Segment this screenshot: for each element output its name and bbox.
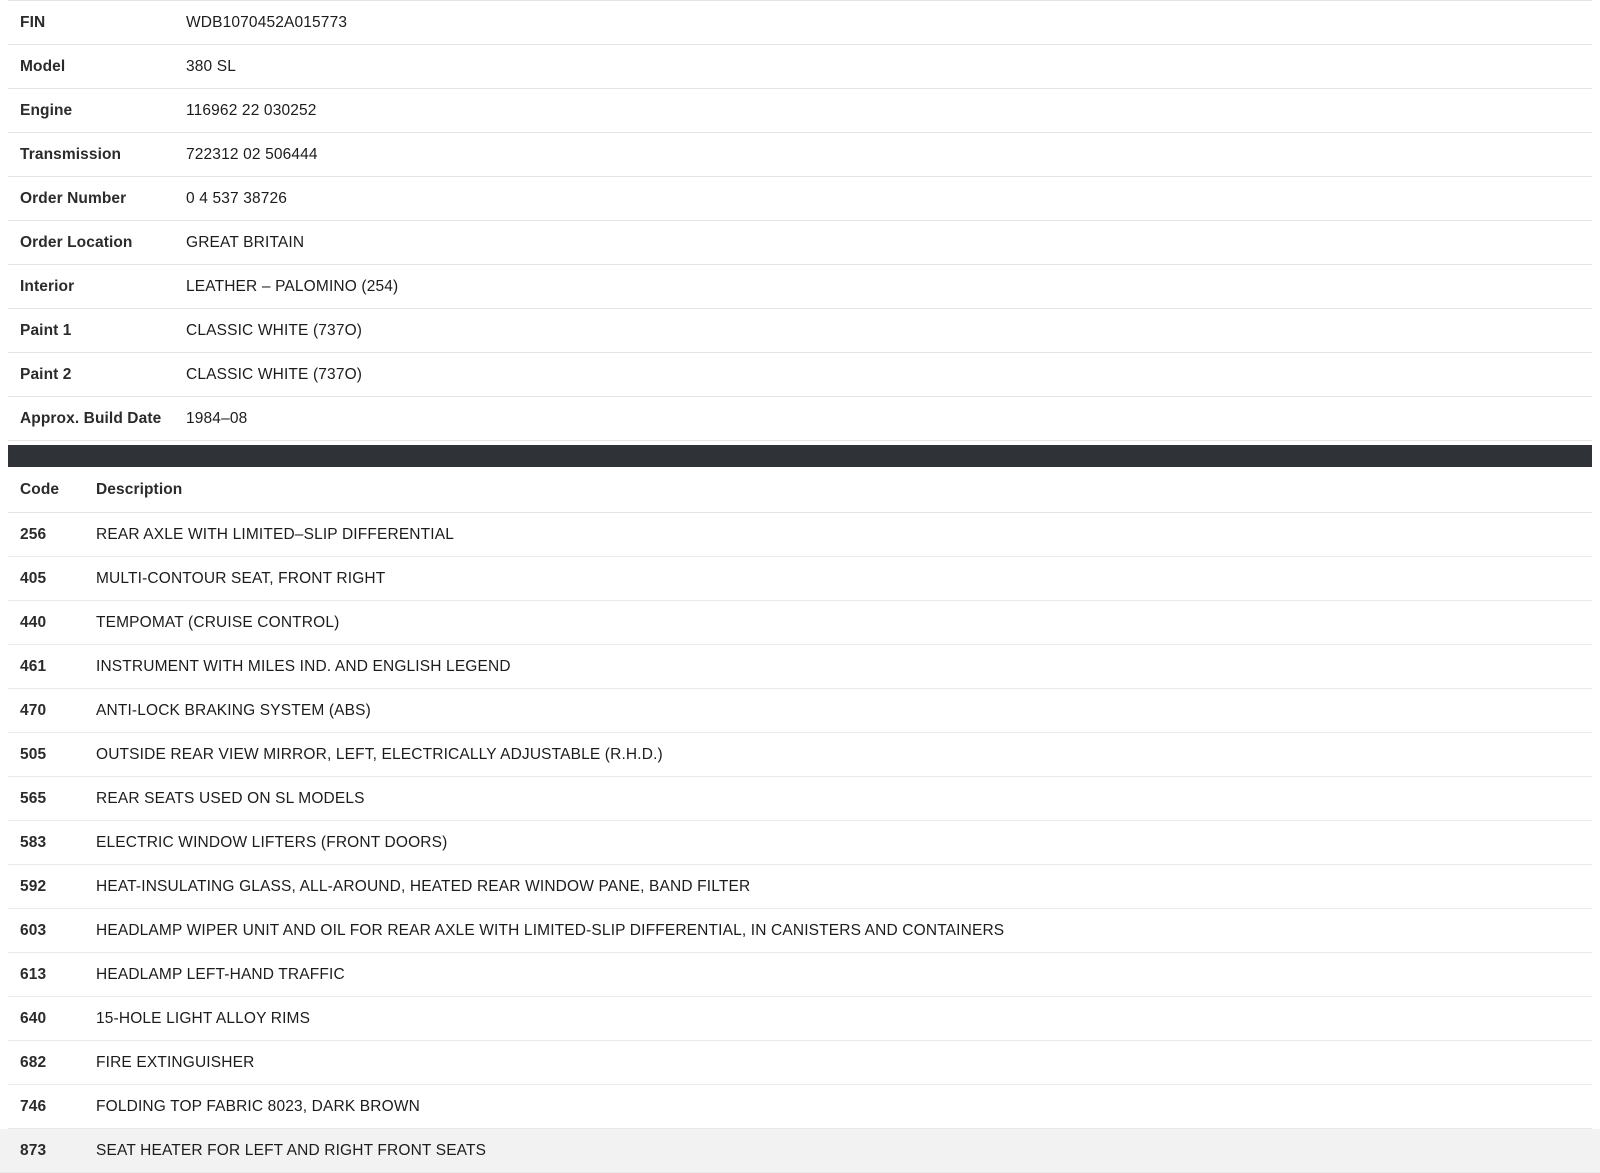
vehicle-details-panel bbox=[0, 0, 1600, 441]
vehicle-detail-row bbox=[0, 1, 1600, 45]
page-gutter-left bbox=[0, 0, 8, 1129]
vehicle-details-table bbox=[0, 0, 1600, 441]
column-header-description: Description bbox=[96, 467, 1600, 513]
option-row[interactable] bbox=[0, 997, 1600, 1041]
option-row[interactable] bbox=[0, 513, 1600, 557]
option-description: REAR SEATS USED ON SL MODELS bbox=[96, 777, 1600, 821]
vehicle-detail-value: LEATHER – PALOMINO (254) bbox=[186, 278, 399, 295]
option-row[interactable] bbox=[0, 733, 1600, 777]
option-description: OUTSIDE REAR VIEW MIRROR, LEFT, ELECTRICALLY ADJUSTABLE (R.H.D.) bbox=[96, 733, 1600, 777]
column-header-code: Code bbox=[0, 467, 96, 513]
option-description: ELECTRIC WINDOW LIFTERS (FRONT DOORS) bbox=[96, 821, 1600, 865]
vehicle-detail-label: FIN bbox=[20, 14, 46, 31]
option-description: TEMPOMAT (CRUISE CONTROL) bbox=[96, 601, 1600, 645]
vehicle-detail-label: Model bbox=[20, 58, 66, 75]
option-row[interactable] bbox=[0, 601, 1600, 645]
option-code: 470 bbox=[0, 689, 96, 733]
option-row[interactable] bbox=[0, 777, 1600, 821]
vehicle-detail-row bbox=[0, 89, 1600, 133]
option-row[interactable] bbox=[0, 821, 1600, 865]
vehicle-detail-row bbox=[0, 265, 1600, 309]
vehicle-detail-row bbox=[0, 221, 1600, 265]
option-code: 640 bbox=[0, 997, 96, 1041]
options-table-body bbox=[0, 513, 1600, 1173]
vehicle-detail-label: Approx. Build Date bbox=[20, 410, 162, 427]
vehicle-detail-row bbox=[0, 45, 1600, 89]
vehicle-detail-label: Order Location bbox=[20, 234, 133, 251]
option-description: MULTI-CONTOUR SEAT, FRONT RIGHT bbox=[96, 557, 1600, 601]
option-row[interactable] bbox=[0, 645, 1600, 689]
option-code: 746 bbox=[0, 1085, 96, 1129]
options-table-head bbox=[0, 467, 1600, 513]
option-description: HEADLAMP WIPER UNIT AND OIL FOR REAR AXLE WITH LIMITED-SLIP DIFFERENTIAL, IN CANISTERS AND CONTAINERS bbox=[96, 909, 1600, 953]
option-code: 613 bbox=[0, 953, 96, 997]
vehicle-detail-value: 116962 22 030252 bbox=[186, 102, 317, 119]
vehicle-detail-value: 380 SL bbox=[186, 58, 237, 75]
option-code: 592 bbox=[0, 865, 96, 909]
vehicle-detail-label: Order Number bbox=[20, 190, 127, 207]
option-row[interactable] bbox=[0, 1129, 1600, 1173]
option-code: 505 bbox=[0, 733, 96, 777]
option-row[interactable] bbox=[0, 557, 1600, 601]
option-row[interactable] bbox=[0, 953, 1600, 997]
vehicle-detail-label: Transmission bbox=[20, 146, 122, 163]
option-code: 873 bbox=[0, 1129, 96, 1173]
vehicle-detail-value: 0 4 537 38726 bbox=[186, 190, 288, 207]
section-divider bbox=[8, 445, 1592, 467]
vehicle-detail-value: WDB1070452A015773 bbox=[186, 14, 348, 31]
option-description: ANTI-LOCK BRAKING SYSTEM (ABS) bbox=[96, 689, 1600, 733]
vehicle-detail-value: CLASSIC WHITE (737O) bbox=[186, 366, 363, 383]
options-panel bbox=[0, 467, 1600, 1173]
option-row[interactable] bbox=[0, 865, 1600, 909]
vehicle-detail-value: CLASSIC WHITE (737O) bbox=[186, 322, 363, 339]
option-description: HEAT-INSULATING GLASS, ALL-AROUND, HEATED REAR WINDOW PANE, BAND FILTER bbox=[96, 865, 1600, 909]
vehicle-detail-row bbox=[0, 397, 1600, 441]
option-code: 583 bbox=[0, 821, 96, 865]
option-code: 603 bbox=[0, 909, 96, 953]
option-description: SEAT HEATER FOR LEFT AND RIGHT FRONT SEATS bbox=[96, 1129, 1600, 1173]
option-code: 682 bbox=[0, 1041, 96, 1085]
option-description: 15-HOLE LIGHT ALLOY RIMS bbox=[96, 997, 1600, 1041]
options-header-row bbox=[0, 467, 1600, 513]
option-description: REAR AXLE WITH LIMITED–SLIP DIFFERENTIAL bbox=[96, 513, 1600, 557]
section-divider-wrapper bbox=[0, 445, 1600, 467]
option-code: 440 bbox=[0, 601, 96, 645]
option-code: 256 bbox=[0, 513, 96, 557]
vehicle-detail-row bbox=[0, 177, 1600, 221]
option-description: FOLDING TOP FABRIC 8023, DARK BROWN bbox=[96, 1085, 1600, 1129]
vehicle-detail-label: Engine bbox=[20, 102, 73, 119]
vehicle-detail-row bbox=[0, 133, 1600, 177]
vehicle-detail-label: Paint 2 bbox=[20, 366, 72, 383]
option-description: HEADLAMP LEFT-HAND TRAFFIC bbox=[96, 953, 1600, 997]
vehicle-detail-value: GREAT BRITAIN bbox=[186, 234, 305, 251]
option-description: FIRE EXTINGUISHER bbox=[96, 1041, 1600, 1085]
option-code: 565 bbox=[0, 777, 96, 821]
option-code: 461 bbox=[0, 645, 96, 689]
option-row[interactable] bbox=[0, 1041, 1600, 1085]
option-code: 405 bbox=[0, 557, 96, 601]
vehicle-detail-row bbox=[0, 353, 1600, 397]
page-gutter-right bbox=[1592, 0, 1600, 1129]
vehicle-detail-row bbox=[0, 309, 1600, 353]
option-row[interactable] bbox=[0, 1085, 1600, 1129]
option-row[interactable] bbox=[0, 689, 1600, 733]
options-table bbox=[0, 467, 1600, 1173]
option-row[interactable] bbox=[0, 909, 1600, 953]
option-description: INSTRUMENT WITH MILES IND. AND ENGLISH LEGEND bbox=[96, 645, 1600, 689]
vehicle-detail-value: 1984–08 bbox=[186, 410, 248, 427]
vehicle-detail-label: Paint 1 bbox=[20, 322, 72, 339]
vehicle-detail-value: 722312 02 506444 bbox=[186, 146, 318, 163]
vehicle-detail-label: Interior bbox=[20, 278, 75, 295]
